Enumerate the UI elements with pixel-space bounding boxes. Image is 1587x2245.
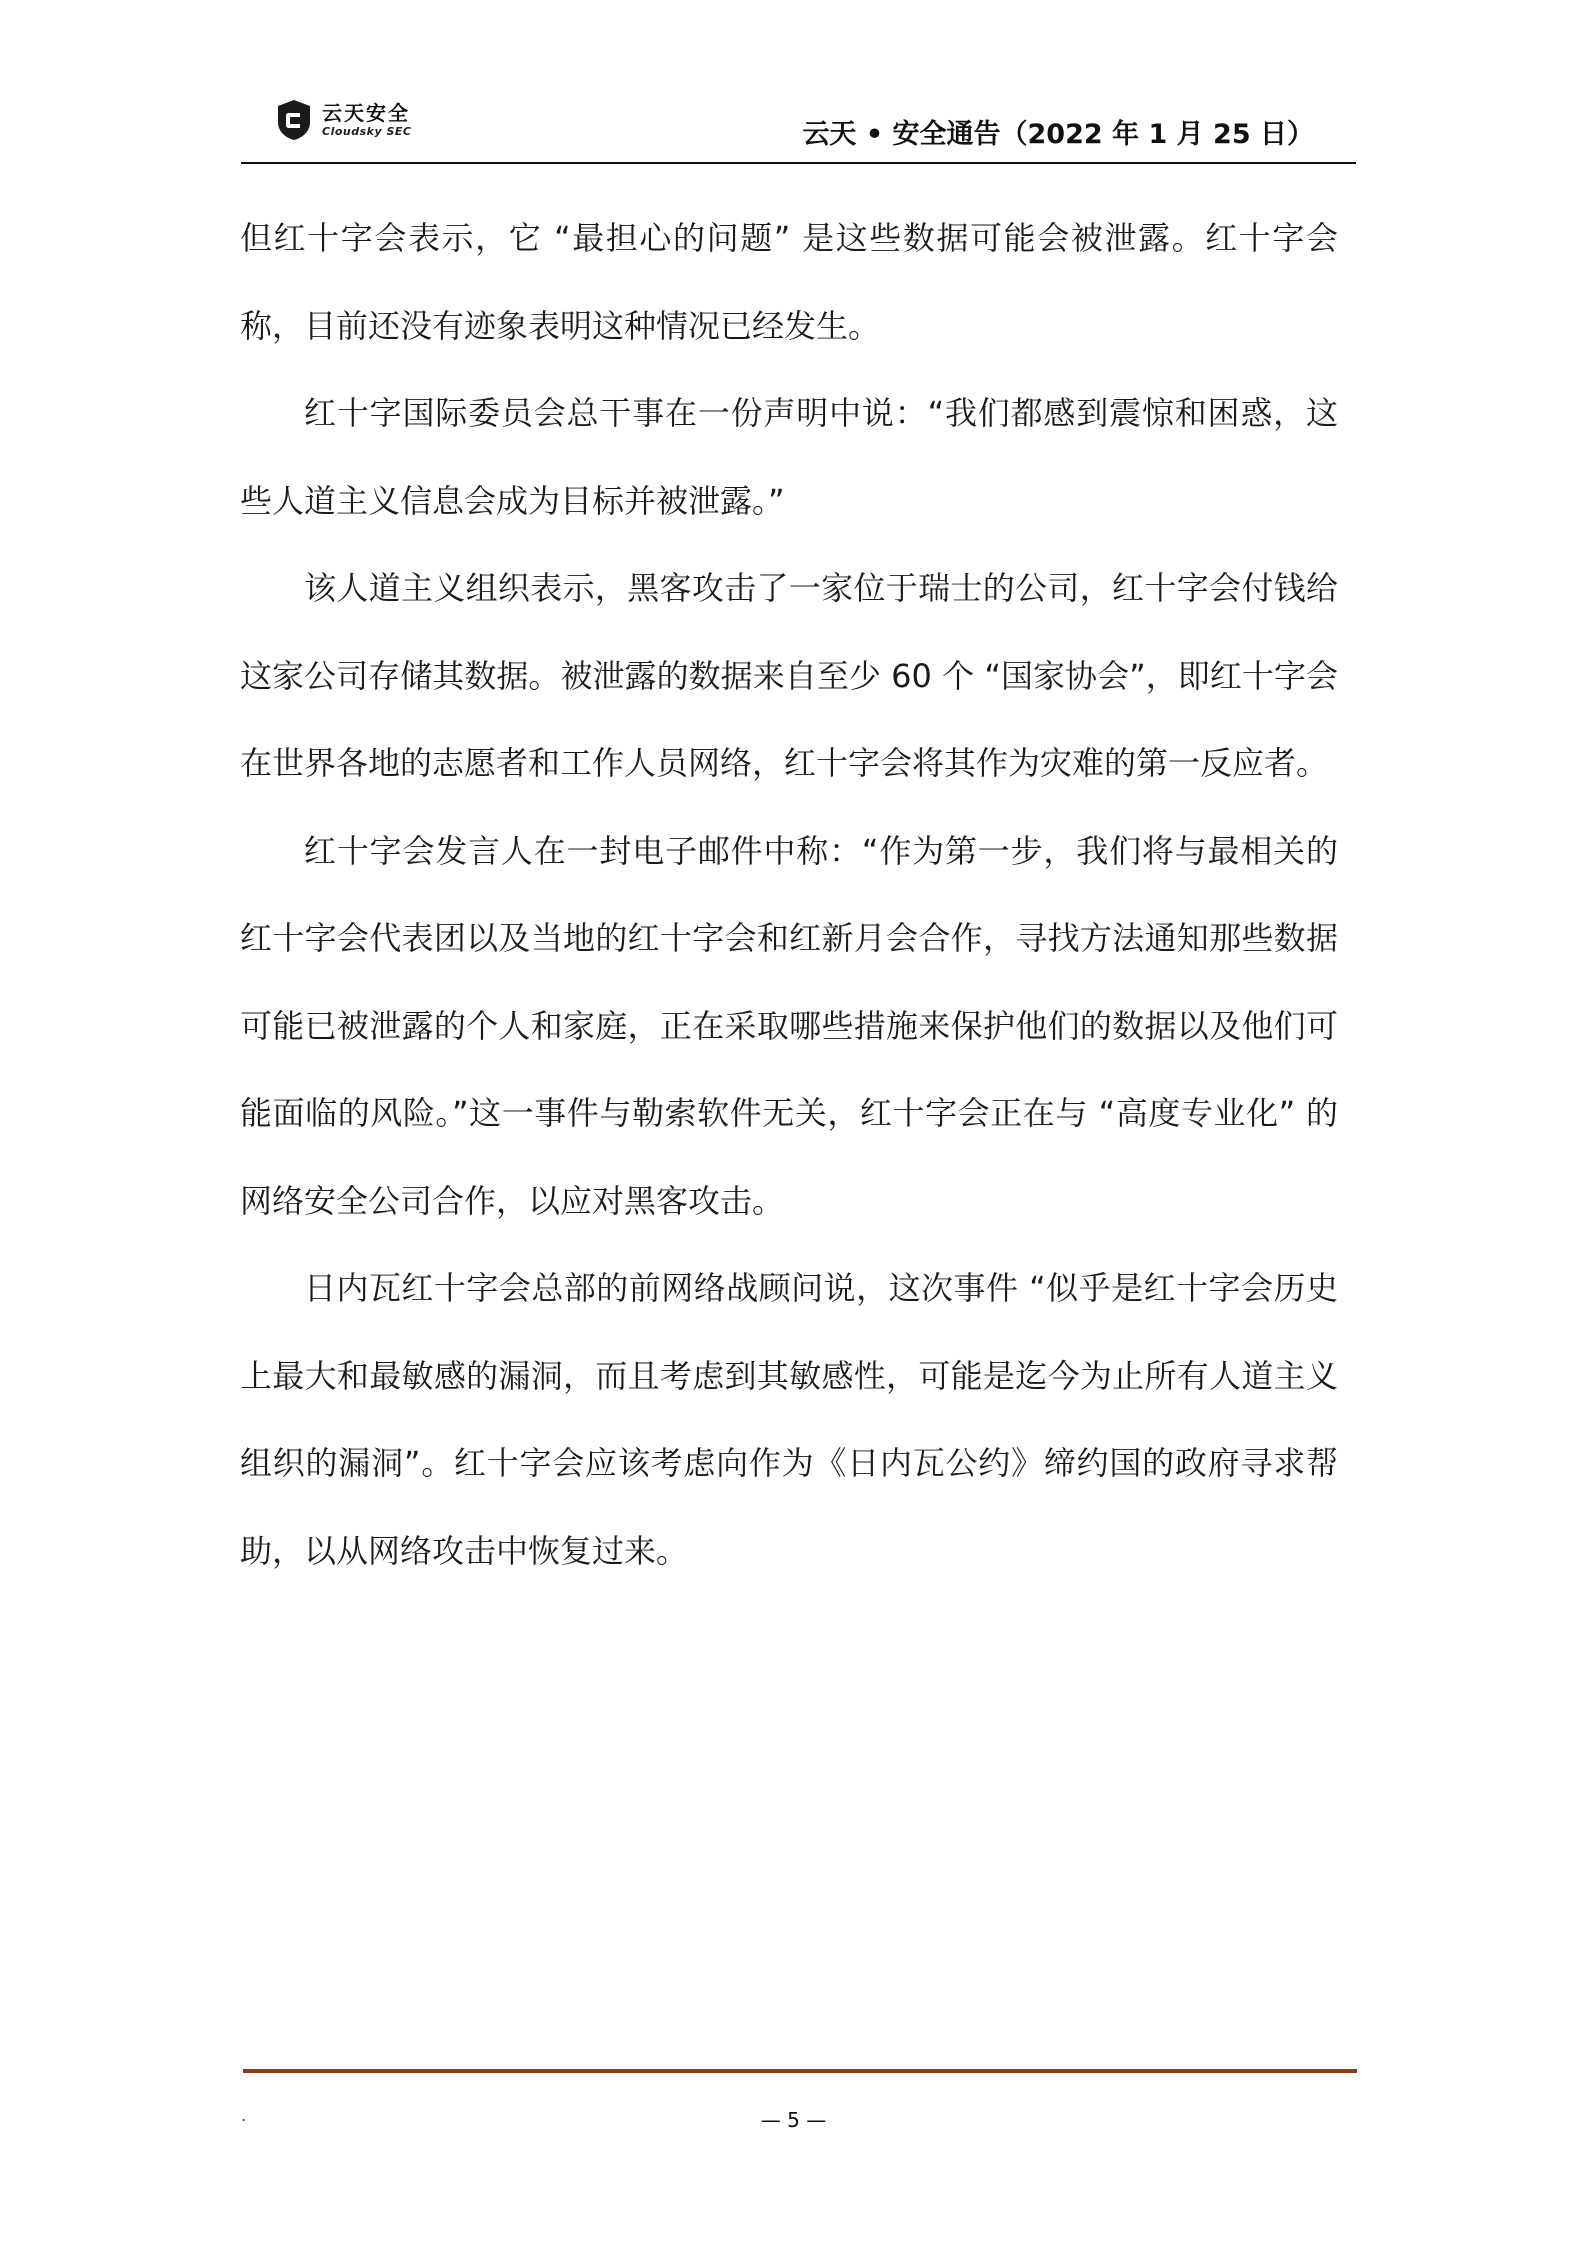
logo-chinese-name: 云天安全 xyxy=(322,101,410,125)
page-number: — 5 — xyxy=(760,2108,827,2132)
company-logo xyxy=(274,96,411,144)
page-header xyxy=(241,90,1356,162)
bulletin-title: 云天 • 安全通告（2022 年 1 月 25 日） xyxy=(802,119,1314,150)
header-divider xyxy=(241,162,1356,164)
article-body xyxy=(240,195,1338,1595)
footer-mark: . xyxy=(241,2106,247,2125)
paragraph: 该人道主义组织表示，黑客攻击了一家位于瑞士的公司，红十字会付钱给这家公司存储其数据。被泄露的数据来自至少 60 个 “国家协会”，即红十字会在世界各地的志愿者和工作人员网络，红十字会将其作为灾难的第一反应者。 xyxy=(240,569,1338,782)
logo-english-name: Cloudsky SEC xyxy=(322,125,412,138)
paragraph: 红十字会发言人在一封电子邮件中称：“作为第一步，我们将与最相关的红十字会代表团以及当地的红十字会和红新月会合作，寻找方法通知那些数据可能已被泄露的个人和家庭，正在采取哪些措施来保护他们的数据以及他们可能面临的风险。”这一事件与勒索软件无关，红十字会正在与 “高度专业化” 的网络安全公司合作，以应对黑客攻击。 xyxy=(240,831,1338,1220)
cloudsky-logo-icon xyxy=(274,98,314,142)
footer-divider xyxy=(243,2069,1357,2073)
paragraph: 但红十字会表示，它 “最担心的问题” 是这些数据可能会被泄露。红十字会称，目前还没有迹象表明这种情况已经发生。 xyxy=(240,219,1338,345)
paragraph: 红十字国际委员会总干事在一份声明中说：“我们都感到震惊和困惑，这些人道主义信息会成为目标并被泄露。” xyxy=(240,394,1338,520)
paragraph: 日内瓦红十字会总部的前网络战顾问说，这次事件 “似乎是红十字会历史上最大和最敏感的漏洞，而且考虑到其敏感性，可能是迄今为止所有人道主义组织的漏洞”。红十字会应该考虑向作为《日内瓦公约》缔约国的政府寻求帮助，以从网络攻击中恢复过来。 xyxy=(240,1269,1338,1570)
